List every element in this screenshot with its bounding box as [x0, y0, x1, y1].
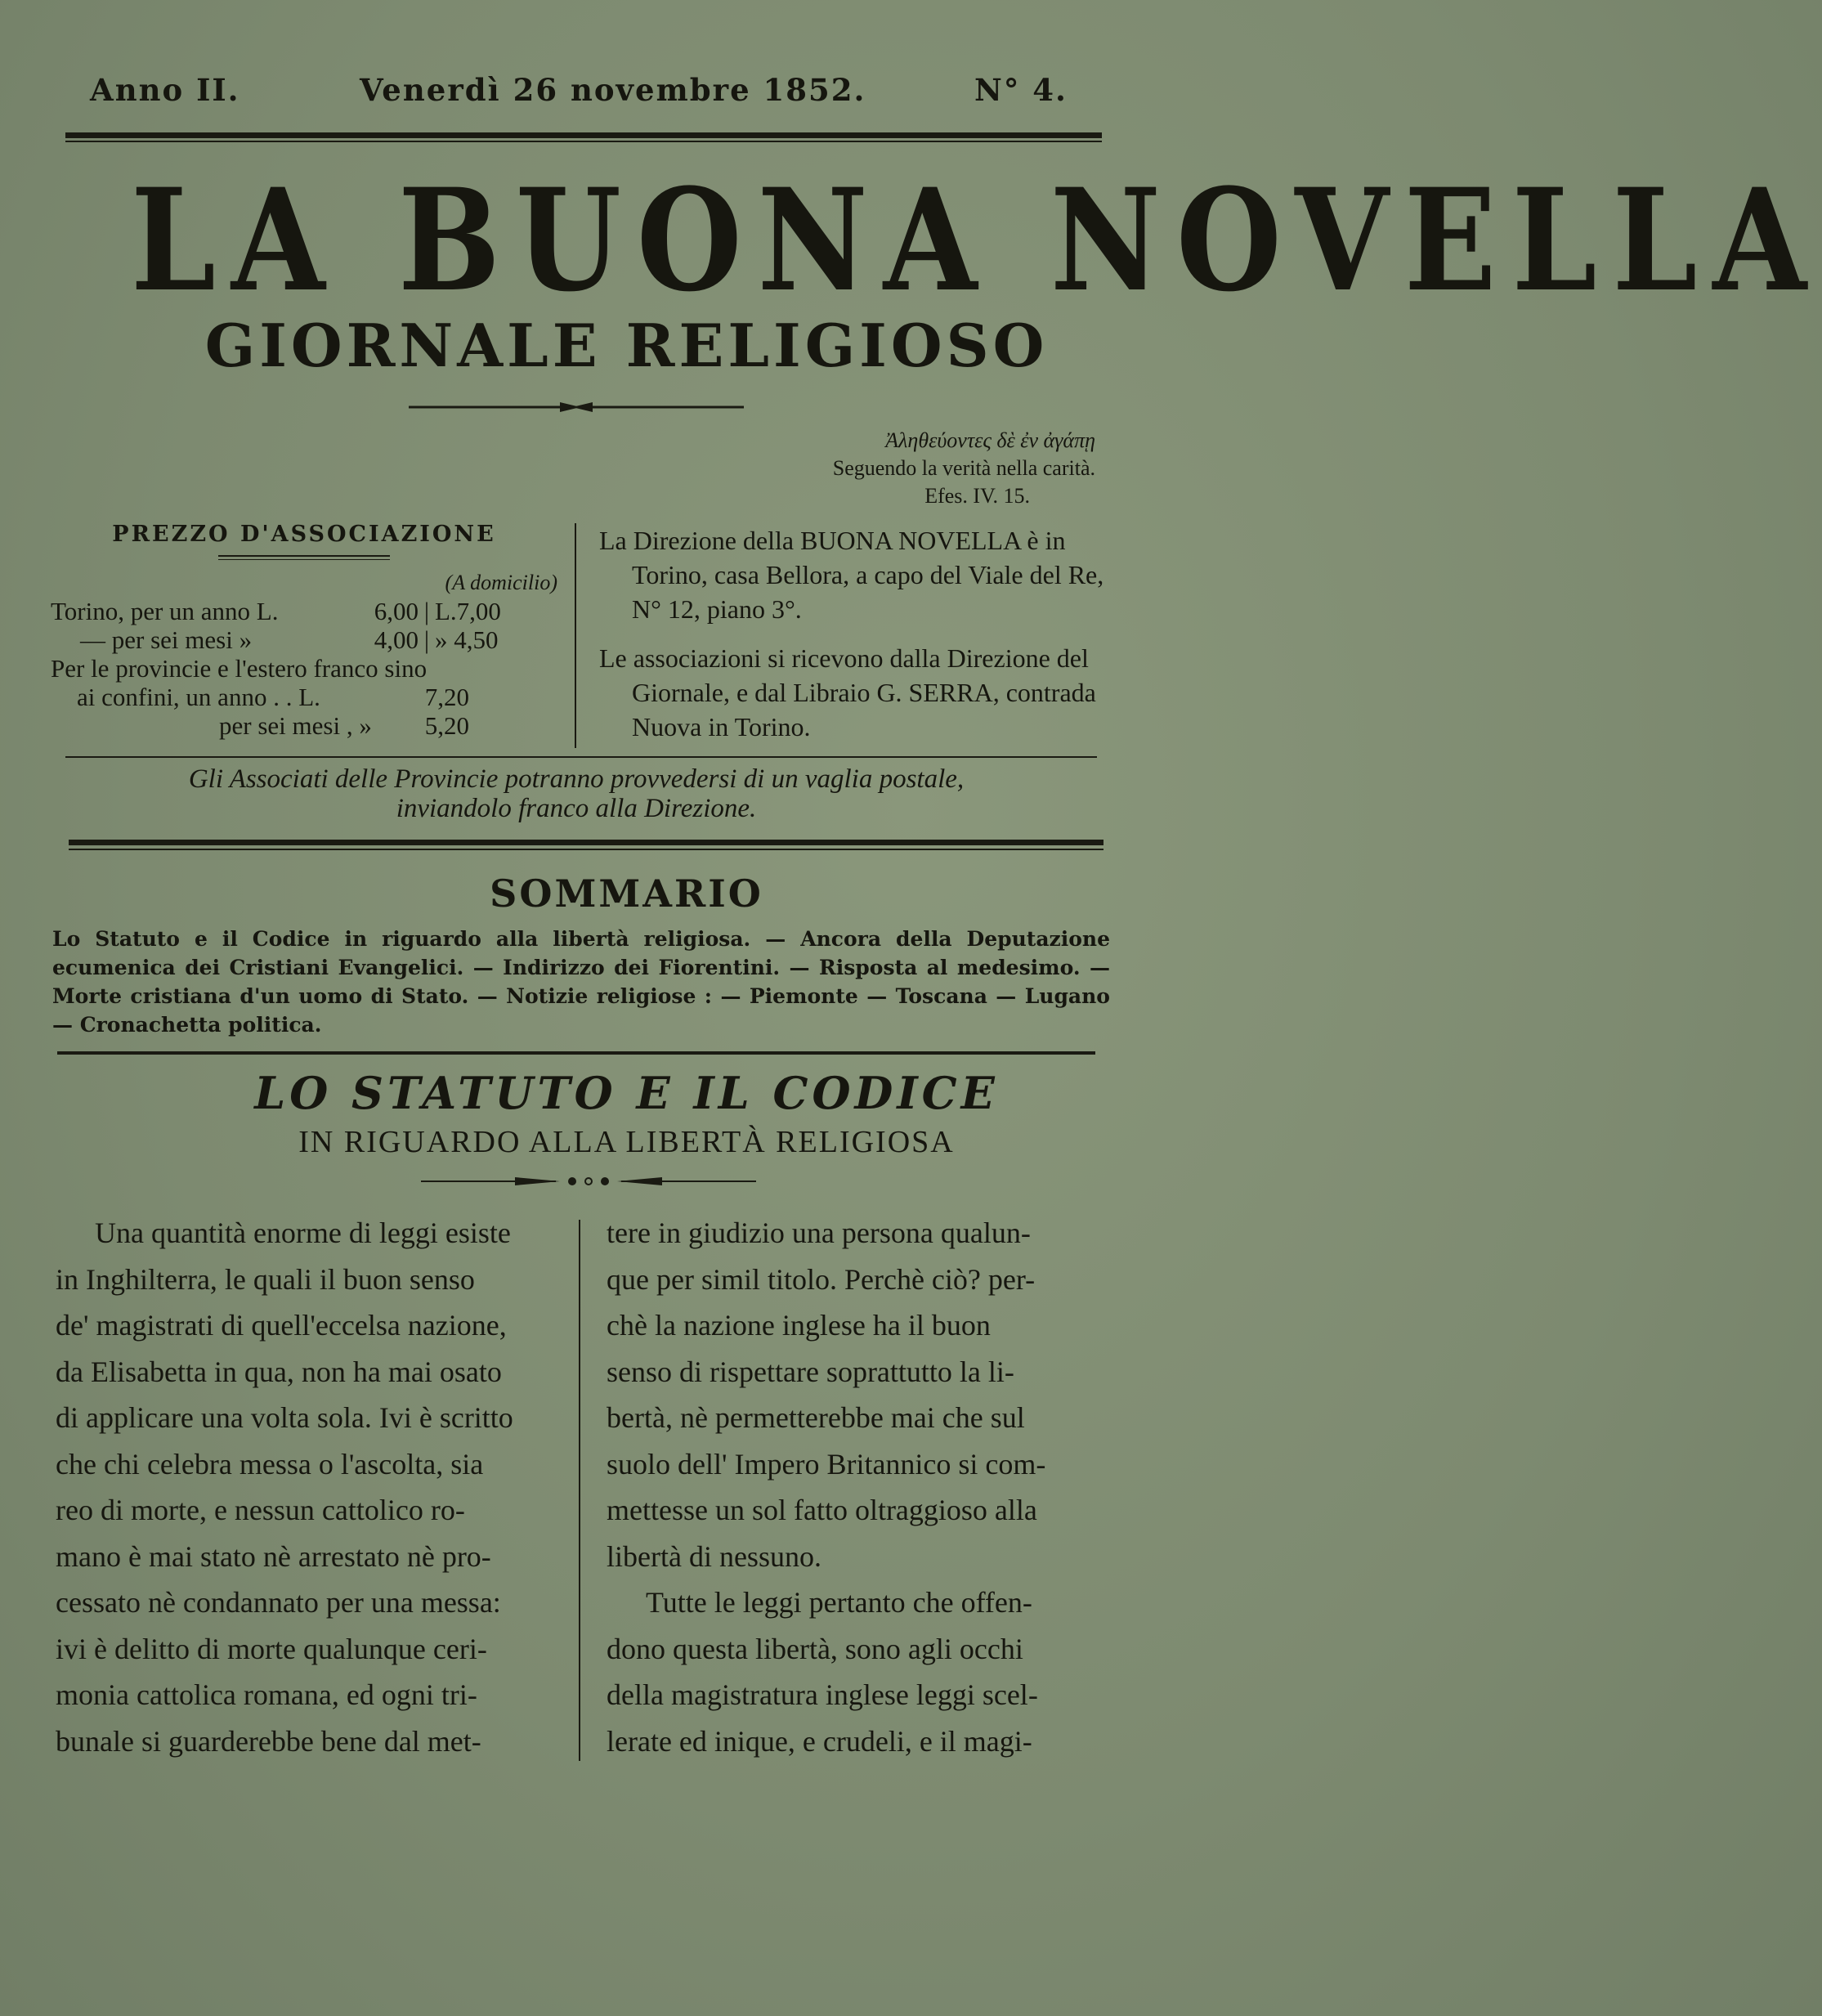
- summary-text: Lo Statuto e il Codice in riguardo alla libertà religiosa. — Ancora della Deputazione ecumenica dei Cristiani Evangelici. — Indirizzo dei Fiorentini. — Risposta al medesimo. — Morte cristiana d'un uomo di Stato. — Notizie religiose : — Piemonte — Toscana — Lugano — Cronachetta politica.: [52, 927, 1110, 1037]
- article-title: LO STATUTO E IL CODICE: [254, 1067, 999, 1119]
- article-line: mano è mai stato nè arrestato nè pro-: [56, 1539, 491, 1573]
- article-line: que per simil titolo. Perchè ciò? per-: [607, 1262, 1036, 1296]
- provinces-year-value: 7,20: [424, 683, 469, 711]
- article-line: lerate ed inique, e crudeli, e il magi-: [607, 1724, 1032, 1758]
- notice-rule: [65, 756, 1097, 758]
- subscription-box: [51, 520, 557, 740]
- issue-date: Venerdì 26 novembre 1852.: [360, 72, 866, 108]
- direction-address: La Direzione della BUONA NOVELLA è in Torino, casa Bellora, a capo del Viale del Re, N° 12, piano 3°.: [599, 526, 1104, 624]
- price-row-label: Torino, per un anno L.: [51, 597, 279, 625]
- provinces-year-row: [51, 683, 557, 711]
- article-line: che chi celebra messa o l'ascolta, sia: [56, 1447, 484, 1481]
- price-row-base: 4,00: [374, 625, 419, 654]
- article-ornament: [417, 1172, 760, 1190]
- article-line: de' magistrati di quell'eccelsa nazione,: [56, 1309, 507, 1342]
- top-double-rule: [65, 132, 1102, 138]
- summary-bottom-rule: [57, 1051, 1095, 1055]
- article-line: di applicare una volta sola. Ivi è scritto: [56, 1401, 513, 1434]
- issue-year: Anno II.: [90, 72, 240, 108]
- subscriber-notice: [57, 764, 1095, 823]
- dateline: [0, 72, 1253, 113]
- motto: [736, 427, 1095, 510]
- motto-italian: Seguendo la verità nella carità.: [832, 456, 1095, 480]
- price-row-domicile: » 4,50: [435, 625, 499, 654]
- newspaper-title: LA BUONA NOVELLA: [130, 157, 1822, 323]
- article-line: chè la nazione inglese ha il buon: [607, 1309, 991, 1342]
- price-row-label: — per sei mesi »: [80, 625, 253, 654]
- summary-title: SOMMARIO: [490, 871, 763, 916]
- provinces-line: Per le provincie e l'estero franco sino: [51, 654, 428, 683]
- subscription-title-rule: [218, 555, 390, 560]
- article-line: reo di morte, e nessun cattolico ro-: [56, 1494, 465, 1526]
- article-line: senso di rispettare soprattutto la li-: [607, 1355, 1014, 1388]
- price-row-half-year: — per sei mesi » 4,00 | » 4,50: [51, 625, 557, 654]
- article-line: dono questa libertà, sono agli occhi: [607, 1632, 1023, 1665]
- provinces-half-label: per sei mesi , »: [219, 711, 372, 740]
- issue-number: N° 4.: [974, 72, 1068, 108]
- article-line: suolo dell' Impero Britannico si com-: [607, 1447, 1046, 1481]
- article-line: monia cattolica romana, ed ogni tri-: [56, 1678, 477, 1711]
- article-line: Tutte le leggi pertanto che offen-: [646, 1586, 1032, 1619]
- provinces-year-label: ai confini, un anno . . L.: [77, 683, 320, 711]
- article-line: tere in giudizio una persona qualun-: [607, 1216, 1031, 1249]
- price-row-domicile: L.7,00: [435, 597, 501, 625]
- notice-bottom-rule: [69, 840, 1103, 845]
- notice-bottom-thin-rule: [69, 849, 1103, 850]
- header-column-divider: [575, 523, 576, 748]
- article-line: da Elisabetta in qua, non ha mai osato: [56, 1355, 502, 1388]
- masthead-ornament: [405, 397, 748, 417]
- article-column-1: [56, 1210, 554, 1764]
- article-line: bertà, nè permetterebbe mai che sul: [607, 1401, 1025, 1434]
- motto-reference: Efes. IV. 15.: [924, 484, 1030, 508]
- article-column-2: [607, 1210, 1112, 1764]
- direction-subscriptions: Le associazioni si ricevono dalla Direzione del Giornale, e dal Libraio G. SERRA, contrada Nuova in Torino.: [599, 643, 1096, 741]
- top-thin-rule: [65, 141, 1102, 142]
- article-line: in Inghilterra, le quali il buon senso: [56, 1262, 475, 1296]
- domicile-note: (A domicilio): [445, 571, 557, 594]
- article-line: ivi è delitto di morte qualunque ceri-: [56, 1632, 487, 1665]
- notice-line-1: Gli Associati delle Provincie potranno provvedersi di un vaglia postale,: [188, 764, 965, 794]
- provinces-half-row: [51, 711, 557, 740]
- article-column-divider: [579, 1220, 580, 1761]
- price-row-year: Torino, per un anno L. 6,00 | L.7,00: [51, 597, 501, 625]
- price-row-base: 6,00: [374, 597, 419, 625]
- article-line: Una quantità enorme di leggi esiste: [95, 1216, 511, 1249]
- notice-line-2: inviandolo franco alla Direzione.: [396, 794, 757, 823]
- subscription-title: PREZZO D'ASSOCIAZIONE: [112, 522, 496, 547]
- direction-box: [599, 523, 1112, 759]
- article-line: libertà di nessuno.: [607, 1539, 821, 1573]
- article-line: cessato nè condannato per una messa:: [56, 1586, 501, 1619]
- article-line: della magistratura inglese leggi scel-: [607, 1678, 1038, 1711]
- provinces-half-value: 5,20: [424, 711, 469, 740]
- newspaper-subtitle: GIORNALE RELIGIOSO: [204, 311, 1049, 380]
- article-line: bunale si guarderebbe bene dal met-: [56, 1724, 481, 1758]
- motto-greek: Ἀληθεύοντες δὲ ἐν ἀγάπῃ: [885, 428, 1095, 452]
- article-subtitle: IN RIGUARDO ALLA LIBERTÀ RELIGIOSA: [298, 1125, 955, 1159]
- article-line: mettesse un sol fatto oltraggioso alla: [607, 1494, 1037, 1526]
